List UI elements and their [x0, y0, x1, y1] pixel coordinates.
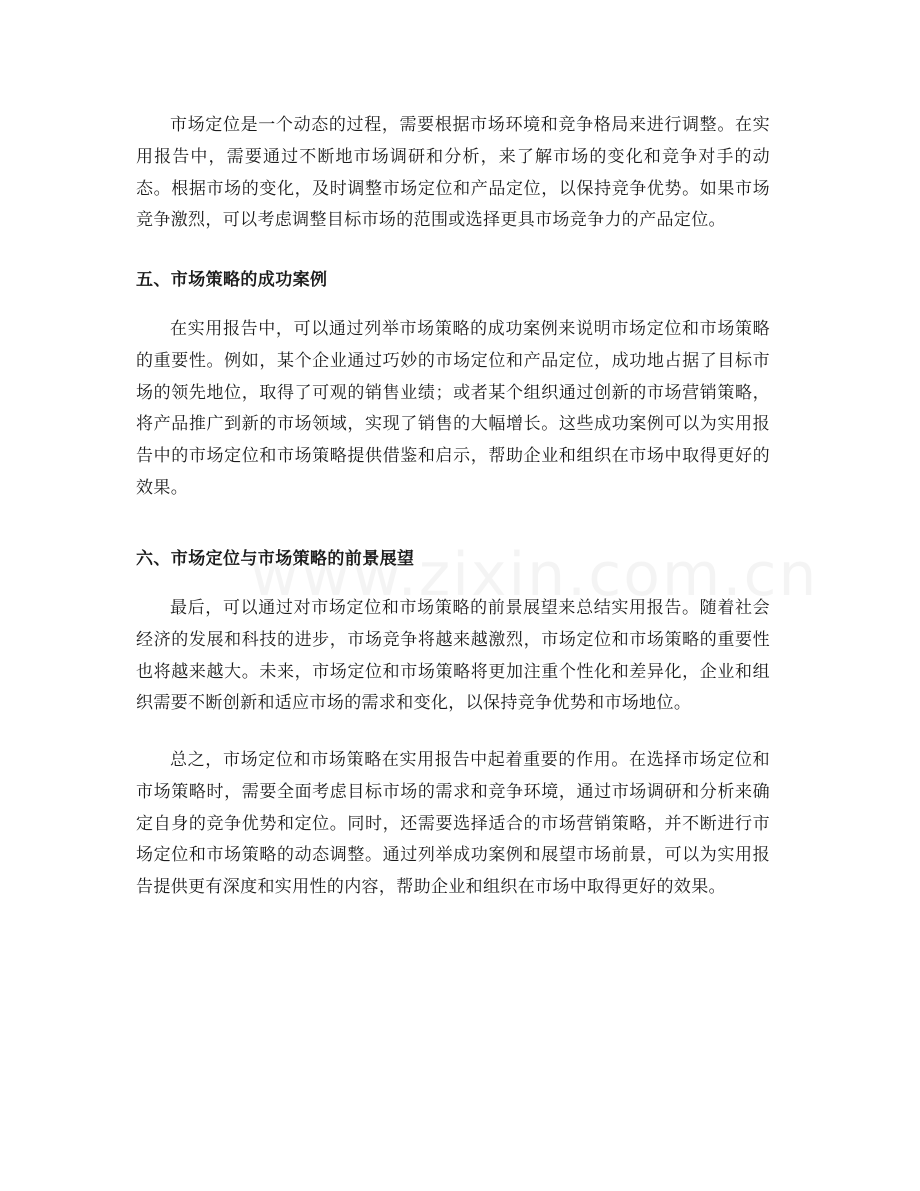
- section-heading-outlook: 六、市场定位与市场策略的前景展望: [136, 549, 415, 569]
- paragraph-market-positioning-dynamic: 市场定位是一个动态的过程，需要根据市场环境和竞争格局来进行调整。在实用报告中，需要通过不断地市场调研和分析，来了解市场的变化和竞争对手的动态。根据市场的变化，及时调整市场定位和产品定位，以保持竞争优势。如果市场竞争激烈，可以考虑调整目标市场的范围或选择更具市场竞争力的产品定位。: [136, 115, 770, 231]
- section-heading-success-cases: 五、市场策略的成功案例: [136, 270, 328, 290]
- paragraph-conclusion: 总之，市场定位和市场策略在实用报告中起着重要的作用。在选择市场定位和市场策略时，需要全面考虑目标市场的需求和竞争环境，通过市场调研和分析来确定自身的竞争优势和定位。同时，还需要选择适合的市场营销策略，并不断进行市场定位和市场策略的动态调整。通过列举成功案例和展望市场前景，可以为实用报告提供更有深度和实用性的内容，帮助企业和组织在市场中取得更好的效果。: [136, 750, 770, 898]
- paragraph-success-cases: 在实用报告中，可以通过列举市场策略的成功案例来说明市场定位和市场策略的重要性。例如，某个企业通过巧妙的市场定位和产品定位，成功地占据了目标市场的领先地位，取得了可观的销售业绩；或者某个组织通过创新的市场营销策略，将产品推广到新的市场领域，实现了销售的大幅增长。这些成功案例可以为实用报告中的市场定位和市场策略提供借鉴和启示，帮助企业和组织在市场中取得更好的效果。: [136, 319, 770, 498]
- paragraph-outlook: 最后，可以通过对市场定位和市场策略的前景展望来总结实用报告。随着社会经济的发展和科技的进步，市场竞争将越来越激烈，市场定位和市场策略的重要性也将越来越大。未来，市场定位和市场策略将更加注重个性化和差异化，企业和组织需要不断创新和适应市场的需求和变化，以保持竞争优势和市场地位。: [136, 598, 770, 714]
